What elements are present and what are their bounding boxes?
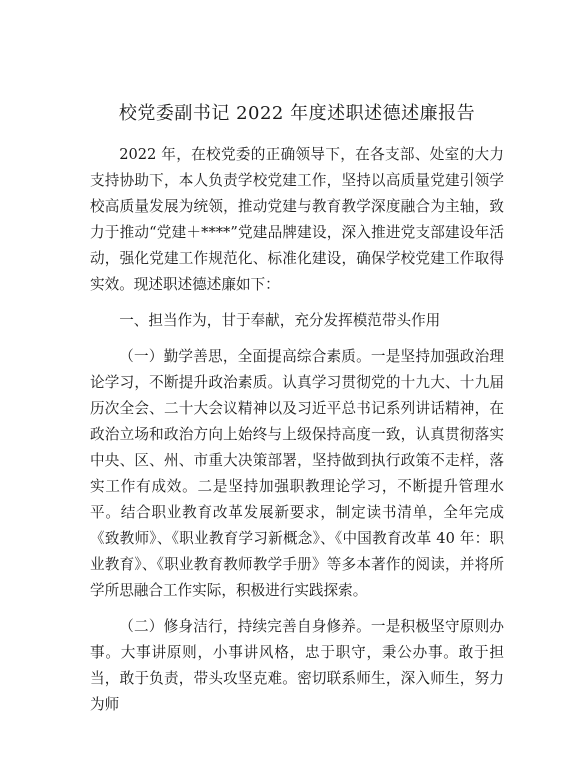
body-paragraph-1: （一）勤学善思，全面提高综合素质。一是坚持加强政治理论学习，不断提升政治素质。认真学习贯彻党的十九大、十九届历次全会、二十大会议精神以及习近平总书记系列讲话精神，在政治立场和政治方向上始终与上级保持高度一致，认真贯彻落实中央、区、州、市重大决策部署，坚持做到执行政策不走样，落实工作有成效。二是坚持加强职教理论学习，不断提升管理水平。结合职业教育改革发展新要求，制定读书清单，全年完成《致教师》、《职业教育学习新概念》、《中国教育改革 40 年：职业教育》、《职业教育教师教学手册》等多本著作的阅读，并将所学所思融合工作实际，积极进行实践探索。 <box>90 348 504 599</box>
document-title: 校党委副书记 2022 年度述职述德述廉报告 <box>118 103 476 124</box>
intro-paragraph: 2022 年，在校党委的正确领导下，在各支部、处室的大力支持协助下，本人负责学校党建工作，坚持以高质量党建引领学校高质量发展为统领，推动党建与教育教学深度融合为主轴，致力于推动“党建＋****”党建品牌建设，深入推进党支部建设年活动，强化党建工作规范化、标准化建设，确保学校党建工作取得实效。现述职述德述廉如下： <box>90 146 504 293</box>
section-heading: 一、担当作为，甘于奉献，充分发挥模范带头作用 <box>119 312 441 329</box>
body-paragraph-2: （二）修身洁行，持续完善自身修养。一是积极坚守原则办事。大事讲原则，小事讲风格，忠于职守，秉公办事。敢于担当，敢于负责，带头攻坚克难。密切联系师生，深入师生，努力为师 <box>90 618 504 713</box>
